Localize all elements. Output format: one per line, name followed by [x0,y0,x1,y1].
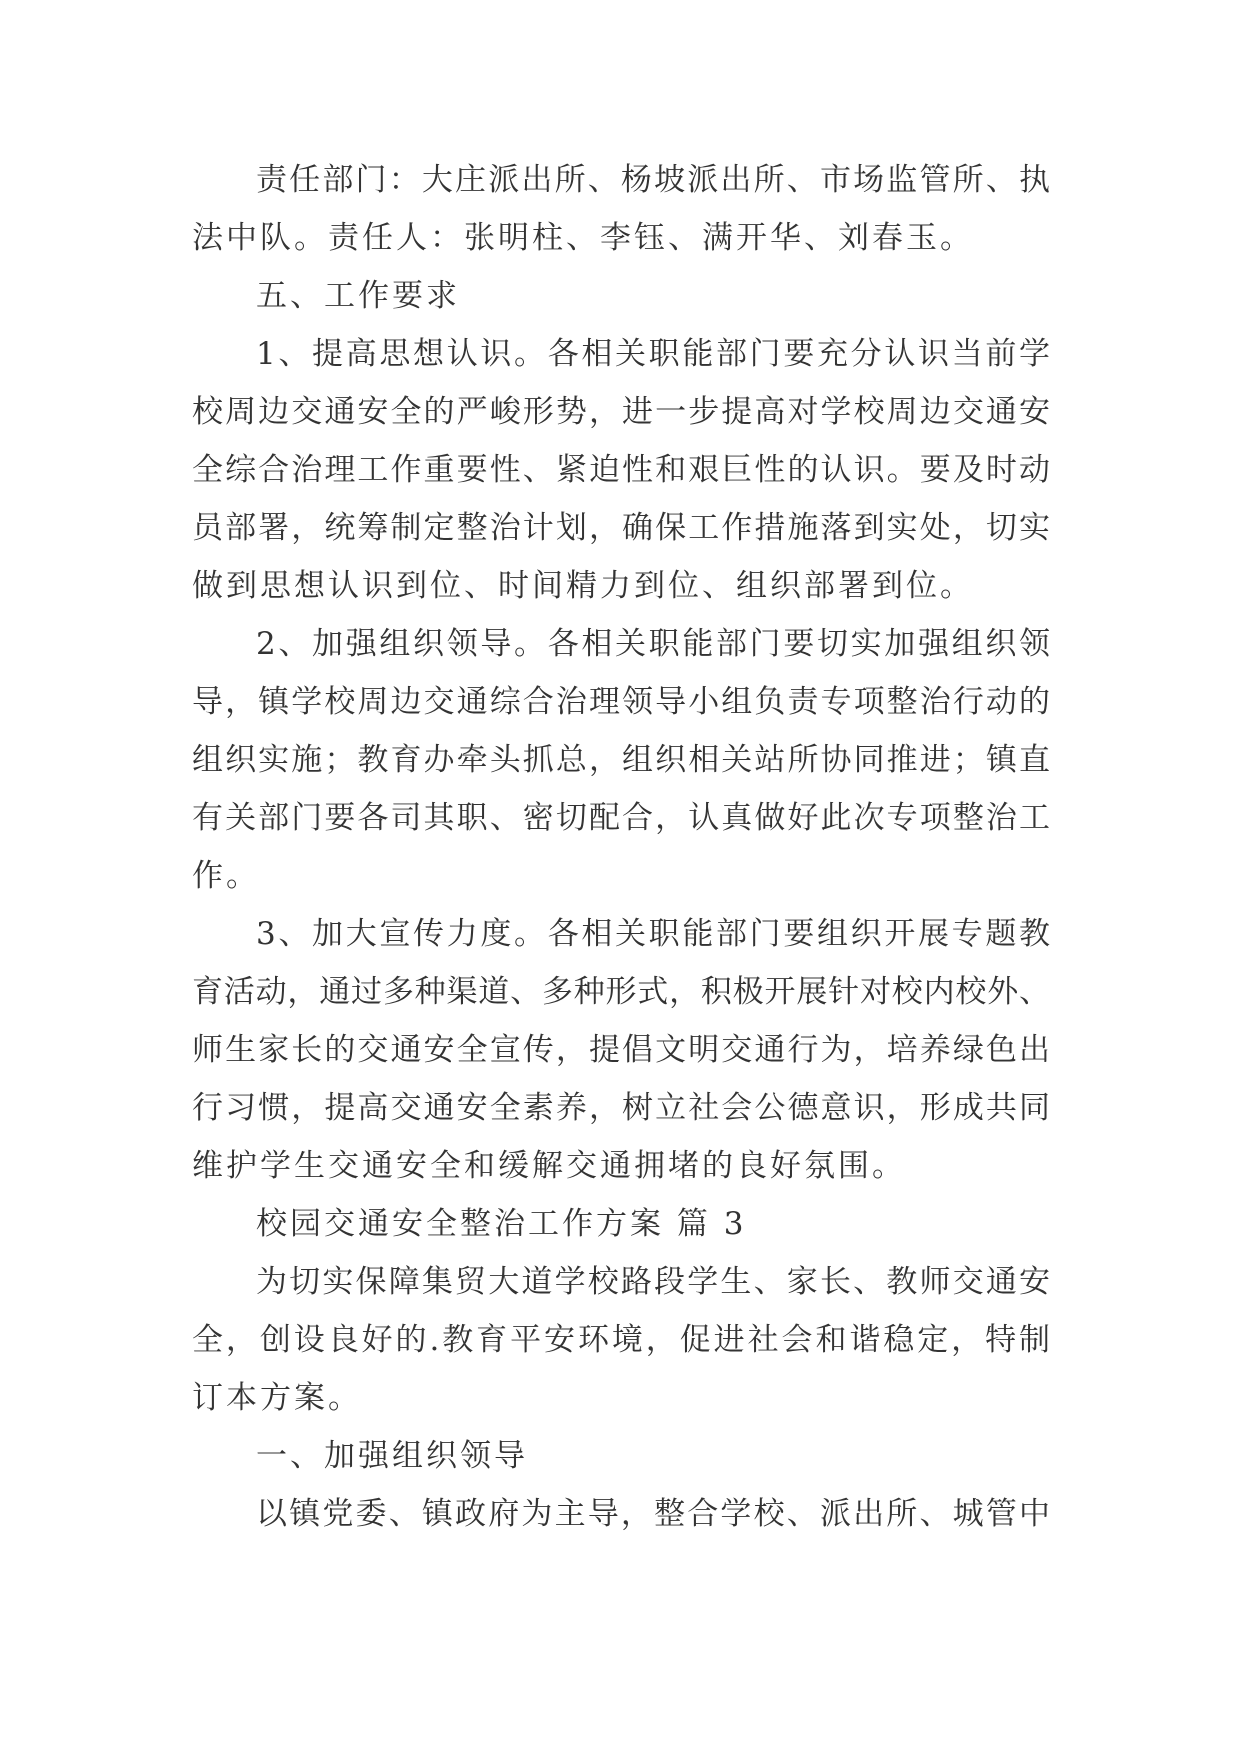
paragraph-line: 有关部门要各司其职、密切配合，认真做好此次专项整治工 [192,800,1050,836]
paragraph-line: 行习惯，提高交通安全素养，树立社会公德意识，形成共同 [192,1090,1050,1126]
paragraph-line: 全，创设良好的.教育平安环境，促进社会和谐稳定，特制 [192,1322,1050,1358]
paragraph-line: 法中队。责任人：张明柱、李钰、满开华、刘春玉。 [192,220,974,256]
paragraph-line: 责任部门：大庄派出所、杨坡派出所、市场监管所、执 [256,162,1050,198]
paragraph-line: 全综合治理工作重要性、紧迫性和艰巨性的认识。要及时动 [192,452,1050,488]
paragraph-line: 作。 [192,858,260,894]
paragraph-line: 为切实保障集贸大道学校路段学生、家长、教师交通安 [256,1264,1050,1300]
paragraph-line: 校周边交通安全的严峻形势，进一步提高对学校周边交通安 [192,394,1050,430]
article-title: 校园交通安全整治工作方案 篇 3 [256,1206,747,1242]
paragraph-line: 2、加强组织领导。各相关职能部门要切实加强组织领 [256,626,1050,662]
section-heading: 一、加强组织领导 [256,1438,528,1474]
section-heading: 五、工作要求 [256,278,460,314]
paragraph-line: 组织实施；教育办牵头抓总，组织相关站所协同推进；镇直 [192,742,1050,778]
paragraph-line: 员部署，统筹制定整治计划，确保工作措施落到实处，切实 [192,510,1050,546]
paragraph-line: 导，镇学校周边交通综合治理领导小组负责专项整治行动的 [192,684,1050,720]
paragraph-line: 订本方案。 [192,1380,362,1416]
paragraph-line: 育活动，通过多种渠道、多种形式，积极开展针对校内校外、 [192,974,1050,1010]
paragraph-line: 维护学生交通安全和缓解交通拥堵的良好氛围。 [192,1148,906,1184]
paragraph-line: 以镇党委、镇政府为主导，整合学校、派出所、城管中 [256,1496,1050,1532]
paragraph-line: 3、加大宣传力度。各相关职能部门要组织开展专题教 [256,916,1050,952]
paragraph-line: 1、提高思想认识。各相关职能部门要充分认识当前学 [256,336,1050,372]
paragraph-line: 做到思想认识到位、时间精力到位、组织部署到位。 [192,568,974,604]
paragraph-line: 师生家长的交通安全宣传，提倡文明交通行为，培养绿色出 [192,1032,1050,1068]
